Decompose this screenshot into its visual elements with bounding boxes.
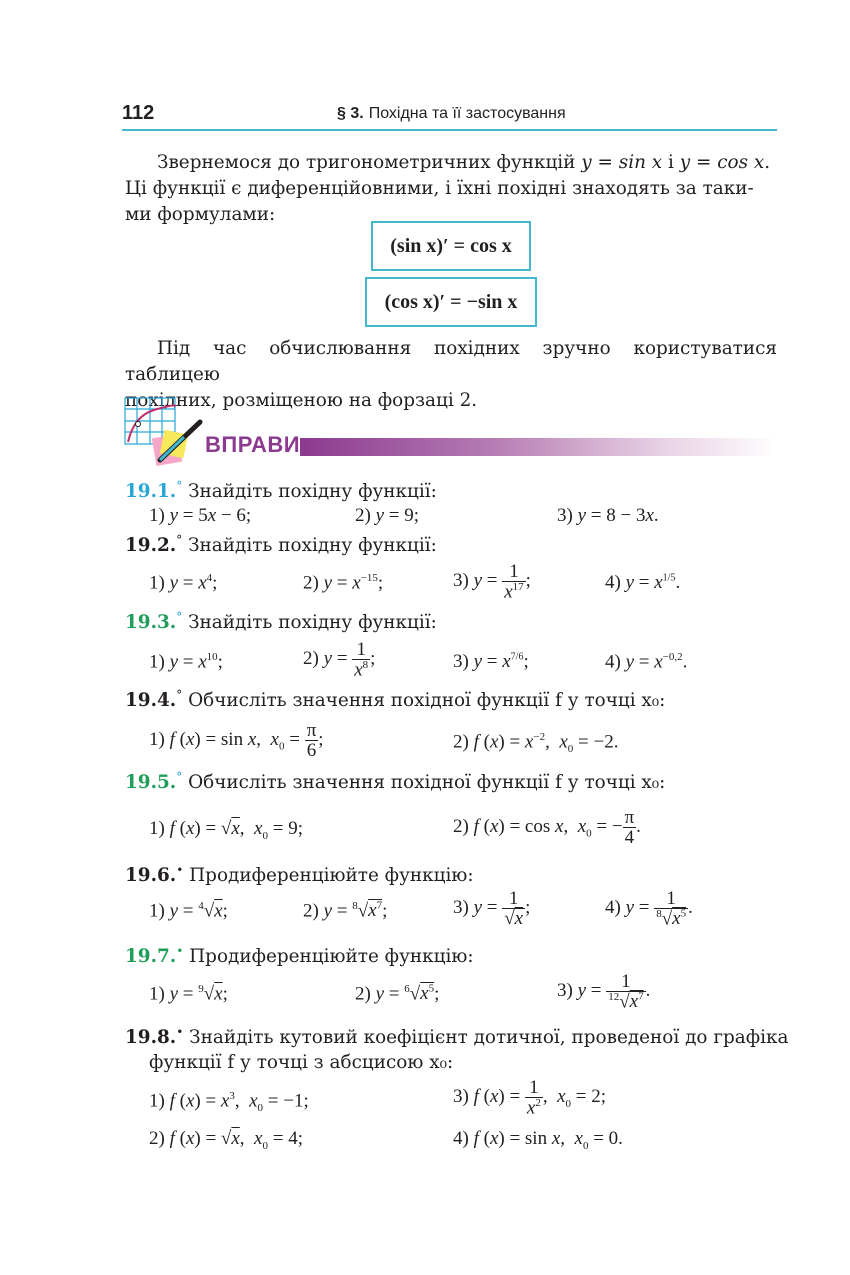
exercise-19-3-task-4: 4) $y = x^{-0,2}$. <box>605 651 688 673</box>
exercise-19-8-heading-cont: функції f у точці з абсцисою x₀: <box>149 1052 454 1073</box>
page-number: 112 <box>122 102 155 124</box>
exercise-19-6-heading: 19.6.• Продиференціюйте функцію: <box>125 863 474 886</box>
note-paragraph: Під час обчислювання похідних зручно користуватися таблицею похідних, розміщеною на форзаці 2. <box>125 338 777 411</box>
section-title: § 3. Похідна та її застосування <box>337 105 566 122</box>
page-header <box>122 101 777 131</box>
exercise-19-2-task-3: 3) y = $\frac{1}{x^{17}}$ ; <box>453 561 531 603</box>
exercise-19-6-task-2: 2) $y = ^8√x^7$; <box>303 900 388 922</box>
intro-line-3: ми формулами: <box>125 204 276 225</box>
exercise-19-5-task-2: 2) f (x) = cos x, $x_0$ = − $\frac{\pi}{4}$ . <box>453 807 641 848</box>
exercise-19-8-task-1: 1) f $(x) = x^3$, $x_0 = -1$; <box>149 1090 309 1115</box>
exercise-19-4-task-1: 1) f (x) = sin x, $x_0$ = $\frac{\pi}{6}$ ; <box>149 720 324 761</box>
exercise-19-4-task-2: 2) f $(x) = x^{-2}$, $x_0 = -2$. <box>453 731 619 756</box>
exercise-19-8-task-3: 3) f (x) = $\frac{1}{x^2}$ , $x_0 = 2$; <box>453 1077 607 1119</box>
exercises-title: ВПРАВИ <box>205 432 301 457</box>
exercise-19-6-task-3: 3) y = $\frac{1}{√x}$ ; <box>453 888 531 929</box>
intro-line-2: Ці функції є диференційовними, і їхні похідні знаходять за таки- <box>125 178 754 199</box>
exercise-19-4-heading: 19.4.° Обчисліть значення похідної функції f у точці x₀: <box>125 688 666 711</box>
exercise-19-2-task-4: 4) $y = x^{1/5}$. <box>605 572 681 593</box>
exercise-19-5-task-1: 1) f (x) = √x, $x_0 = 9$; <box>149 818 303 842</box>
exercises-graph-icon <box>124 396 204 468</box>
exercise-19-2-task-2: 2) $y = x^{-15}$; <box>303 572 384 594</box>
formula-cos-derivative: (cos x)′ = −sin x <box>365 277 537 327</box>
exercise-19-2-task-1: 1) $y = x^4$; <box>149 572 218 594</box>
exercise-19-3-task-3: 3) $y = x^{7/6}$; <box>453 651 529 672</box>
exercise-19-1-task-3: 3) y = 8 − 3x. <box>557 505 659 526</box>
exercise-19-2-heading: 19.2.° Знайдіть похідну функції: <box>125 533 437 556</box>
exercise-19-8-heading: 19.8.• Знайдіть кутовий коефіцієнт дотичної, проведеної до графіка <box>125 1025 789 1048</box>
exercise-19-6-task-1: 1) y = $^4$√x; <box>149 900 228 922</box>
exercise-19-6-task-4: 4) y = $\frac{1}{^8√x^5}$ . <box>605 888 693 930</box>
exercises-title-bar <box>300 438 777 456</box>
exercise-19-3-task-2: 2) y = $\frac{1}{x^8}$ ; <box>303 639 376 681</box>
formula-sin-derivative: (sin x)′ = cos x <box>371 221 531 271</box>
intro-line-1: Звернемося до тригонометричних функцій y = sin x і y = cos x. <box>157 152 771 173</box>
exercise-19-1-heading: 19.1.° Знайдіть похідну функції: <box>125 479 437 502</box>
exercise-19-5-heading: 19.5.° Обчисліть значення похідної функції f у точці x₀: <box>125 770 666 793</box>
exercise-19-1-task-2: 2) y = 9; <box>355 505 420 526</box>
exercise-19-8-task-2: 2) f (x) = √x, $x_0 = 4$; <box>149 1128 303 1152</box>
exercise-19-3-task-1: 1) $y = x^{10}$; <box>149 651 223 673</box>
intro-paragraph <box>125 150 777 228</box>
exercise-19-7-task-3: 3) y = $\frac{1}{^{12}√x^7}$ . <box>557 971 651 1013</box>
exercise-19-1-task-1: 1) y = 5x − 6; <box>149 505 252 526</box>
exercise-19-8-task-4: 4) f (x) = sin x, $x_0 = 0$. <box>453 1128 623 1152</box>
exercise-19-7-task-2: 2) $y = ^6√x^5$; <box>355 983 440 1005</box>
exercise-19-7-heading: 19.7.• Продиференціюйте функцію: <box>125 944 474 967</box>
exercise-19-3-heading: 19.3.° Знайдіть похідну функції: <box>125 610 437 633</box>
exercise-19-7-task-1: 1) y = $^9$√x; <box>149 983 228 1005</box>
